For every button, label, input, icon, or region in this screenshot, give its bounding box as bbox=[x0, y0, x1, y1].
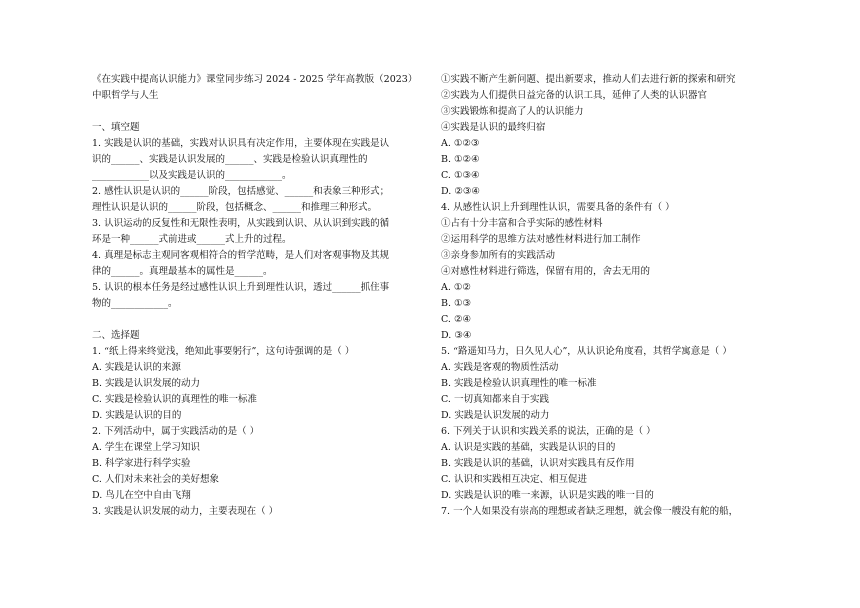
text-line: C. 人们对未来社会的美好想象 bbox=[92, 474, 219, 485]
text-line: 5. “路遥知马力，日久见人心”，从认识论角度看，其哲学寓意是（ ） bbox=[441, 346, 732, 357]
right-column bbox=[441, 72, 781, 520]
text-line: 4. 真理是标志主观同客观相符合的哲学范畴，是人们对客观事物及其规 bbox=[92, 250, 390, 261]
text-line: ③实践锻炼和提高了人的认识能力 bbox=[441, 106, 584, 117]
text-line: 6. 下列关于认识和实践关系的说法，正确的是（ ） bbox=[441, 426, 656, 437]
text-line: A. 实践是客观的物质性活动 bbox=[441, 362, 559, 373]
text-line: A. 认识是实践的基础，实践是认识的目的 bbox=[441, 442, 616, 453]
text-line: B. 实践是检验认识真理性的唯一标准 bbox=[441, 378, 597, 389]
text-line: D. ②③④ bbox=[441, 186, 480, 197]
spacer bbox=[92, 104, 430, 120]
text-line: C. ②④ bbox=[441, 314, 472, 325]
text-line: ____________以及实践是认识的____________。 bbox=[92, 170, 292, 181]
text-line: 7. 一个人如果没有崇高的理想或者缺乏理想，就会像一艘没有舵的船， bbox=[441, 506, 739, 517]
text-line: 1. 实践是认识的基础，实践对认识具有决定作用，主要体现在实践是认 bbox=[92, 138, 390, 149]
text-line: 5. 认识的根本任务是经过感性认识上升到理性认识，透过______抓住事 bbox=[92, 282, 390, 293]
text-line: C. 一切真知都来自于实践 bbox=[441, 394, 549, 405]
text-line: 物的____________。 bbox=[92, 298, 178, 309]
text-line: A. 实践是认识的来源 bbox=[92, 362, 181, 373]
text-line: 3. 认识运动的反复性和无限性表明，从实践到认识、从认识到实践的循 bbox=[92, 218, 390, 229]
text-line: ③亲身参加所有的实践活动 bbox=[441, 250, 556, 261]
text-line: ④实践是认识的最终归宿 bbox=[441, 122, 546, 133]
text-line: ①占有十分丰富和合乎实际的感性材料 bbox=[441, 218, 603, 229]
text-line: 1. “纸上得来终觉浅，绝知此事要躬行”，这句诗强调的是（ ） bbox=[92, 346, 355, 357]
text-line: D. ③④ bbox=[441, 330, 472, 341]
text-line: A. ①② bbox=[441, 282, 471, 293]
text-line: 2. 下列活动中，属于实践活动的是（ ） bbox=[92, 426, 260, 437]
text-line: B. 实践是认识发展的动力 bbox=[92, 378, 201, 389]
text-line: ②实践为人们提供日益完备的认识工具，延伸了人类的认识器官 bbox=[441, 90, 708, 101]
choice-questions-left bbox=[92, 344, 430, 520]
text-line: C. 实践是检验认识的真理性的唯一标准 bbox=[92, 394, 257, 405]
text-line: B. ①②④ bbox=[441, 154, 480, 165]
text-line: A. 学生在课堂上学习知识 bbox=[92, 442, 200, 453]
section-heading-fill-in: 一、填空题 bbox=[92, 122, 140, 133]
text-line: B. 科学家进行科学实验 bbox=[92, 458, 191, 469]
section-heading-multiple-choice: 二、选择题 bbox=[92, 330, 140, 341]
text-line: A. ①②③ bbox=[441, 138, 480, 149]
text-line: 识的______、实践是认识发展的______、实践是检验认识真理性的 bbox=[92, 154, 368, 165]
doc-title-line-1: 《在实践中提高认识能力》课堂同步练习 2024 - 2025 学年高教版（2023） bbox=[92, 74, 418, 85]
text-line: 4. 从感性认识上升到理性认识，需要具备的条件有（ ） bbox=[441, 202, 675, 213]
spacer bbox=[92, 312, 430, 328]
text-line: ②运用科学的思维方法对感性材料进行加工制作 bbox=[441, 234, 641, 245]
text-line: ④对感性材料进行筛选，保留有用的，舍去无用的 bbox=[441, 266, 651, 277]
fill-in-questions bbox=[92, 136, 430, 312]
text-line: 理性认识是认识的______阶段，包括概念、______和推理三种形式。 bbox=[92, 202, 378, 213]
left-column bbox=[92, 72, 430, 520]
text-line: B. 实践是认识的基础，认识对实践具有反作用 bbox=[441, 458, 635, 469]
text-line: D. 实践是认识的目的 bbox=[92, 410, 182, 421]
text-line: B. ①③ bbox=[441, 298, 472, 309]
text-line: C. ①③④ bbox=[441, 170, 480, 181]
text-line: 环是一种______式前进或______式上升的过程。 bbox=[92, 234, 292, 245]
text-line: D. 鸟儿在空中自由飞翔 bbox=[92, 490, 191, 501]
doc-title-line-2: 中职哲学与人生 bbox=[92, 90, 159, 101]
text-line: 律的______。真理最基本的属性是______。 bbox=[92, 266, 273, 277]
text-line: D. 实践是认识发展的动力 bbox=[441, 410, 550, 421]
text-line: 3. 实践是认识发展的动力，主要表现在（ ） bbox=[92, 506, 279, 517]
text-line: 2. 感性认识是认识的______阶段，包括感觉、______和表象三种形式； bbox=[92, 186, 390, 197]
text-line: ①实践不断产生新问题、提出新要求，推动人们去进行新的探索和研究 bbox=[441, 74, 736, 85]
text-line: C. 认识和实践相互决定、相互促进 bbox=[441, 474, 587, 485]
text-line: D. 实践是认识的唯一来源，认识是实践的唯一目的 bbox=[441, 490, 654, 501]
